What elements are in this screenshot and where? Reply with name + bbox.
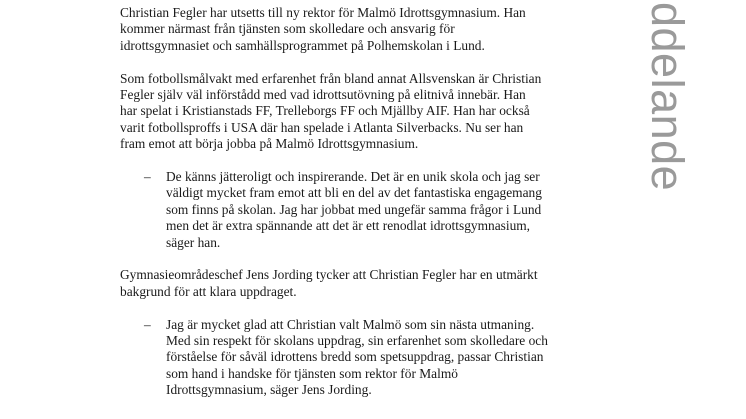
text-line: Gymnasieområdeschef Jens Jording tycker att Christian Fegler har en utmärkt	[120, 267, 538, 283]
quote-dash: –	[144, 316, 151, 332]
text-line: Fegler själv väl införstådd med vad idrottsutövning på elitnivå innebär. Han	[120, 87, 526, 103]
side-heading-text: ddelande	[642, 2, 693, 192]
text-line: idrottsgymnasiet och samhällsprogrammet på Polhemskolan i Lund.	[120, 37, 485, 53]
quote-line: Idrottsgymnasium, säger Jens Jording.	[166, 382, 372, 398]
side-heading	[642, 0, 698, 232]
quote-line: men det är extra spännande att det är ett renodlat idrottsgymnasium,	[166, 218, 531, 234]
quote-line: säger han.	[166, 234, 221, 250]
quote-line: förståelse för såväl idrottens bredd som spetsuppdrag, passar Christian	[166, 349, 544, 365]
text-line: fram emot att börja jobba på Malmö Idrottsgymnasium.	[120, 136, 419, 152]
text-line: kommer närmast från tjänsten som skolledare och ansvarig för	[120, 21, 455, 37]
quote-line: Med sin respekt för skolans uppdrag, sin erfarenhet som skolledare och	[166, 333, 548, 349]
fegler-quote	[120, 169, 590, 251]
text-line: Christian Fegler har utsetts till ny rektor för Malmö Idrottsgymnasium. Han	[120, 5, 526, 20]
quote-line: som hand i handske för tjänsten som rektor för Malmö	[166, 365, 458, 381]
jording-intro-paragraph	[120, 267, 590, 300]
quote-line: som finns på skolan. Jag har jobbat med ungefär samma frågor i Lund	[166, 201, 542, 217]
quote-line: Jag är mycket glad att Christian valt Malmö som sin nästa utmaning.	[166, 316, 535, 332]
text-line: varit fotbollsproffs i USA där han spelade i Atlanta Silverbacks. Nu ser han	[120, 119, 524, 135]
press-release-body	[120, 5, 590, 415]
quote-dash: –	[144, 169, 151, 185]
quote-line: De känns jätteroligt och inspirerande. Det är en unik skola och jag ser	[166, 169, 540, 185]
text-line: bakgrund för att klara uppdraget.	[120, 283, 297, 299]
background-paragraph	[120, 71, 590, 153]
jording-quote	[120, 317, 590, 399]
quote-line: väldigt mycket fram emot att bli en del av det fantastiska engagemang	[166, 185, 542, 201]
intro-paragraph	[120, 5, 590, 54]
text-line: Som fotbollsmålvakt med erfarenhet från bland annat Allsvenskan är Christian	[120, 70, 542, 86]
text-line: har spelat i Kristianstads FF, Trelleborgs FF och Mjällby AIF. Han har också	[120, 103, 530, 119]
